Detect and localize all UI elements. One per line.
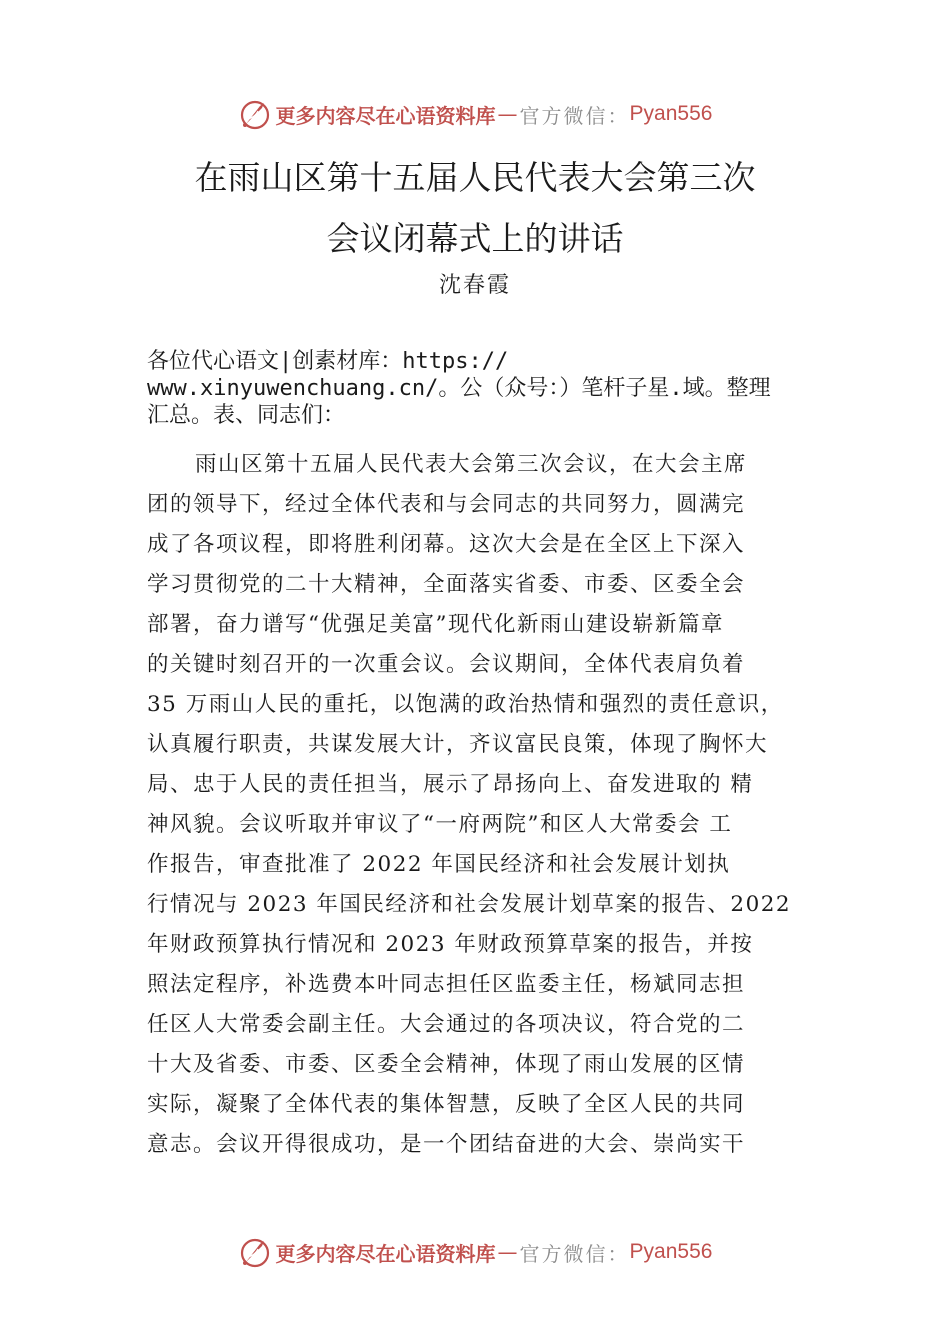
author-name: 沈春霞 <box>438 273 511 298</box>
header-banner <box>0 94 950 134</box>
document-title-line-1: 在雨山区第十五届人民代表大会第三次 <box>194 158 756 197</box>
banner-wechat-label: 官方微信： <box>519 103 630 128</box>
body-line: 行情况与 2023 年国民经济和社会发展计划草案的报告、2022 <box>147 892 792 917</box>
body-line: 35 万雨山人民的重托，以饱满的政治热情和强烈的责任意识， <box>147 692 784 717</box>
body-line: 十大及省委、市委、区委全会精神，体现了雨山发展的区情 <box>147 1052 746 1077</box>
body-line: 成了各项议程，即将胜利闭幕。这次大会是在全区上下深入 <box>147 532 746 557</box>
body-line: 实际，凝聚了全体代表的集体智慧，反映了全区人民的共同 <box>147 1092 746 1117</box>
banner-wechat-label: 官方微信： <box>519 1241 630 1266</box>
body-line: 照法定程序，补选费本叶同志担任区监委主任，杨斌同志担 <box>147 972 746 997</box>
banner-separator: — <box>497 1240 518 1264</box>
banner-wechat-id: Pyan556 <box>629 1240 713 1263</box>
footer-banner <box>0 1232 950 1272</box>
salutation-paragraph: 各位代心语文|创素材库：https:// www.xinyuwenchuang.cn/。公（众号：）笔杆子星.域。整理 汇总。表、同志们： <box>147 349 771 428</box>
quill-pen-logo-icon <box>238 1235 272 1269</box>
quill-pen-logo-icon <box>238 97 272 131</box>
body-line: 神风貌。会议听取并审议了“一府两院”和区人大常委会 工 <box>147 812 733 837</box>
body-line: 学习贯彻党的二十大精神，全面落实省委、市委、区委全会 <box>147 572 746 597</box>
body-line: 的关键时刻召开的一次重会议。会议期间，全体代表肩负着 <box>147 652 746 677</box>
body-line: 作报告，审查批准了 2022 年国民经济和社会发展计划执 <box>147 852 731 877</box>
banner-wechat-id: Pyan556 <box>629 102 713 125</box>
body-line: 团的领导下，经过全体代表和与会同志的共同努力，圆满完 <box>147 492 746 517</box>
body-line: 雨山区第十五届人民代表大会第三次会议，在大会主席 <box>195 452 748 477</box>
body-line: 认真履行职责，共谋发展大计，齐议富民良策，体现了胸怀大 <box>147 732 769 757</box>
document-title-line-2: 会议闭幕式上的讲话 <box>326 219 624 258</box>
body-paragraph <box>147 445 837 1165</box>
body-line: 年财政预算执行情况和 2023 年财政预算草案的报告，并按 <box>147 932 754 957</box>
banner-library-text: 更多内容尽在心语资料库 <box>275 103 496 128</box>
body-line: 任区人大常委会副主任。大会通过的各项决议，符合党的二 <box>147 1012 746 1037</box>
banner-separator: — <box>497 102 518 126</box>
body-line: 意志。会议开得很成功，是一个团结奋进的大会、崇尚实干 <box>147 1132 746 1157</box>
banner-library-text: 更多内容尽在心语资料库 <box>275 1241 496 1266</box>
body-line: 部署，奋力谱写“优强足美富”现代化新雨山建设崭新篇章 <box>147 612 724 637</box>
body-line: 局、忠于人民的责任担当，展示了昂扬向上、奋发进取的 精 <box>147 772 754 797</box>
